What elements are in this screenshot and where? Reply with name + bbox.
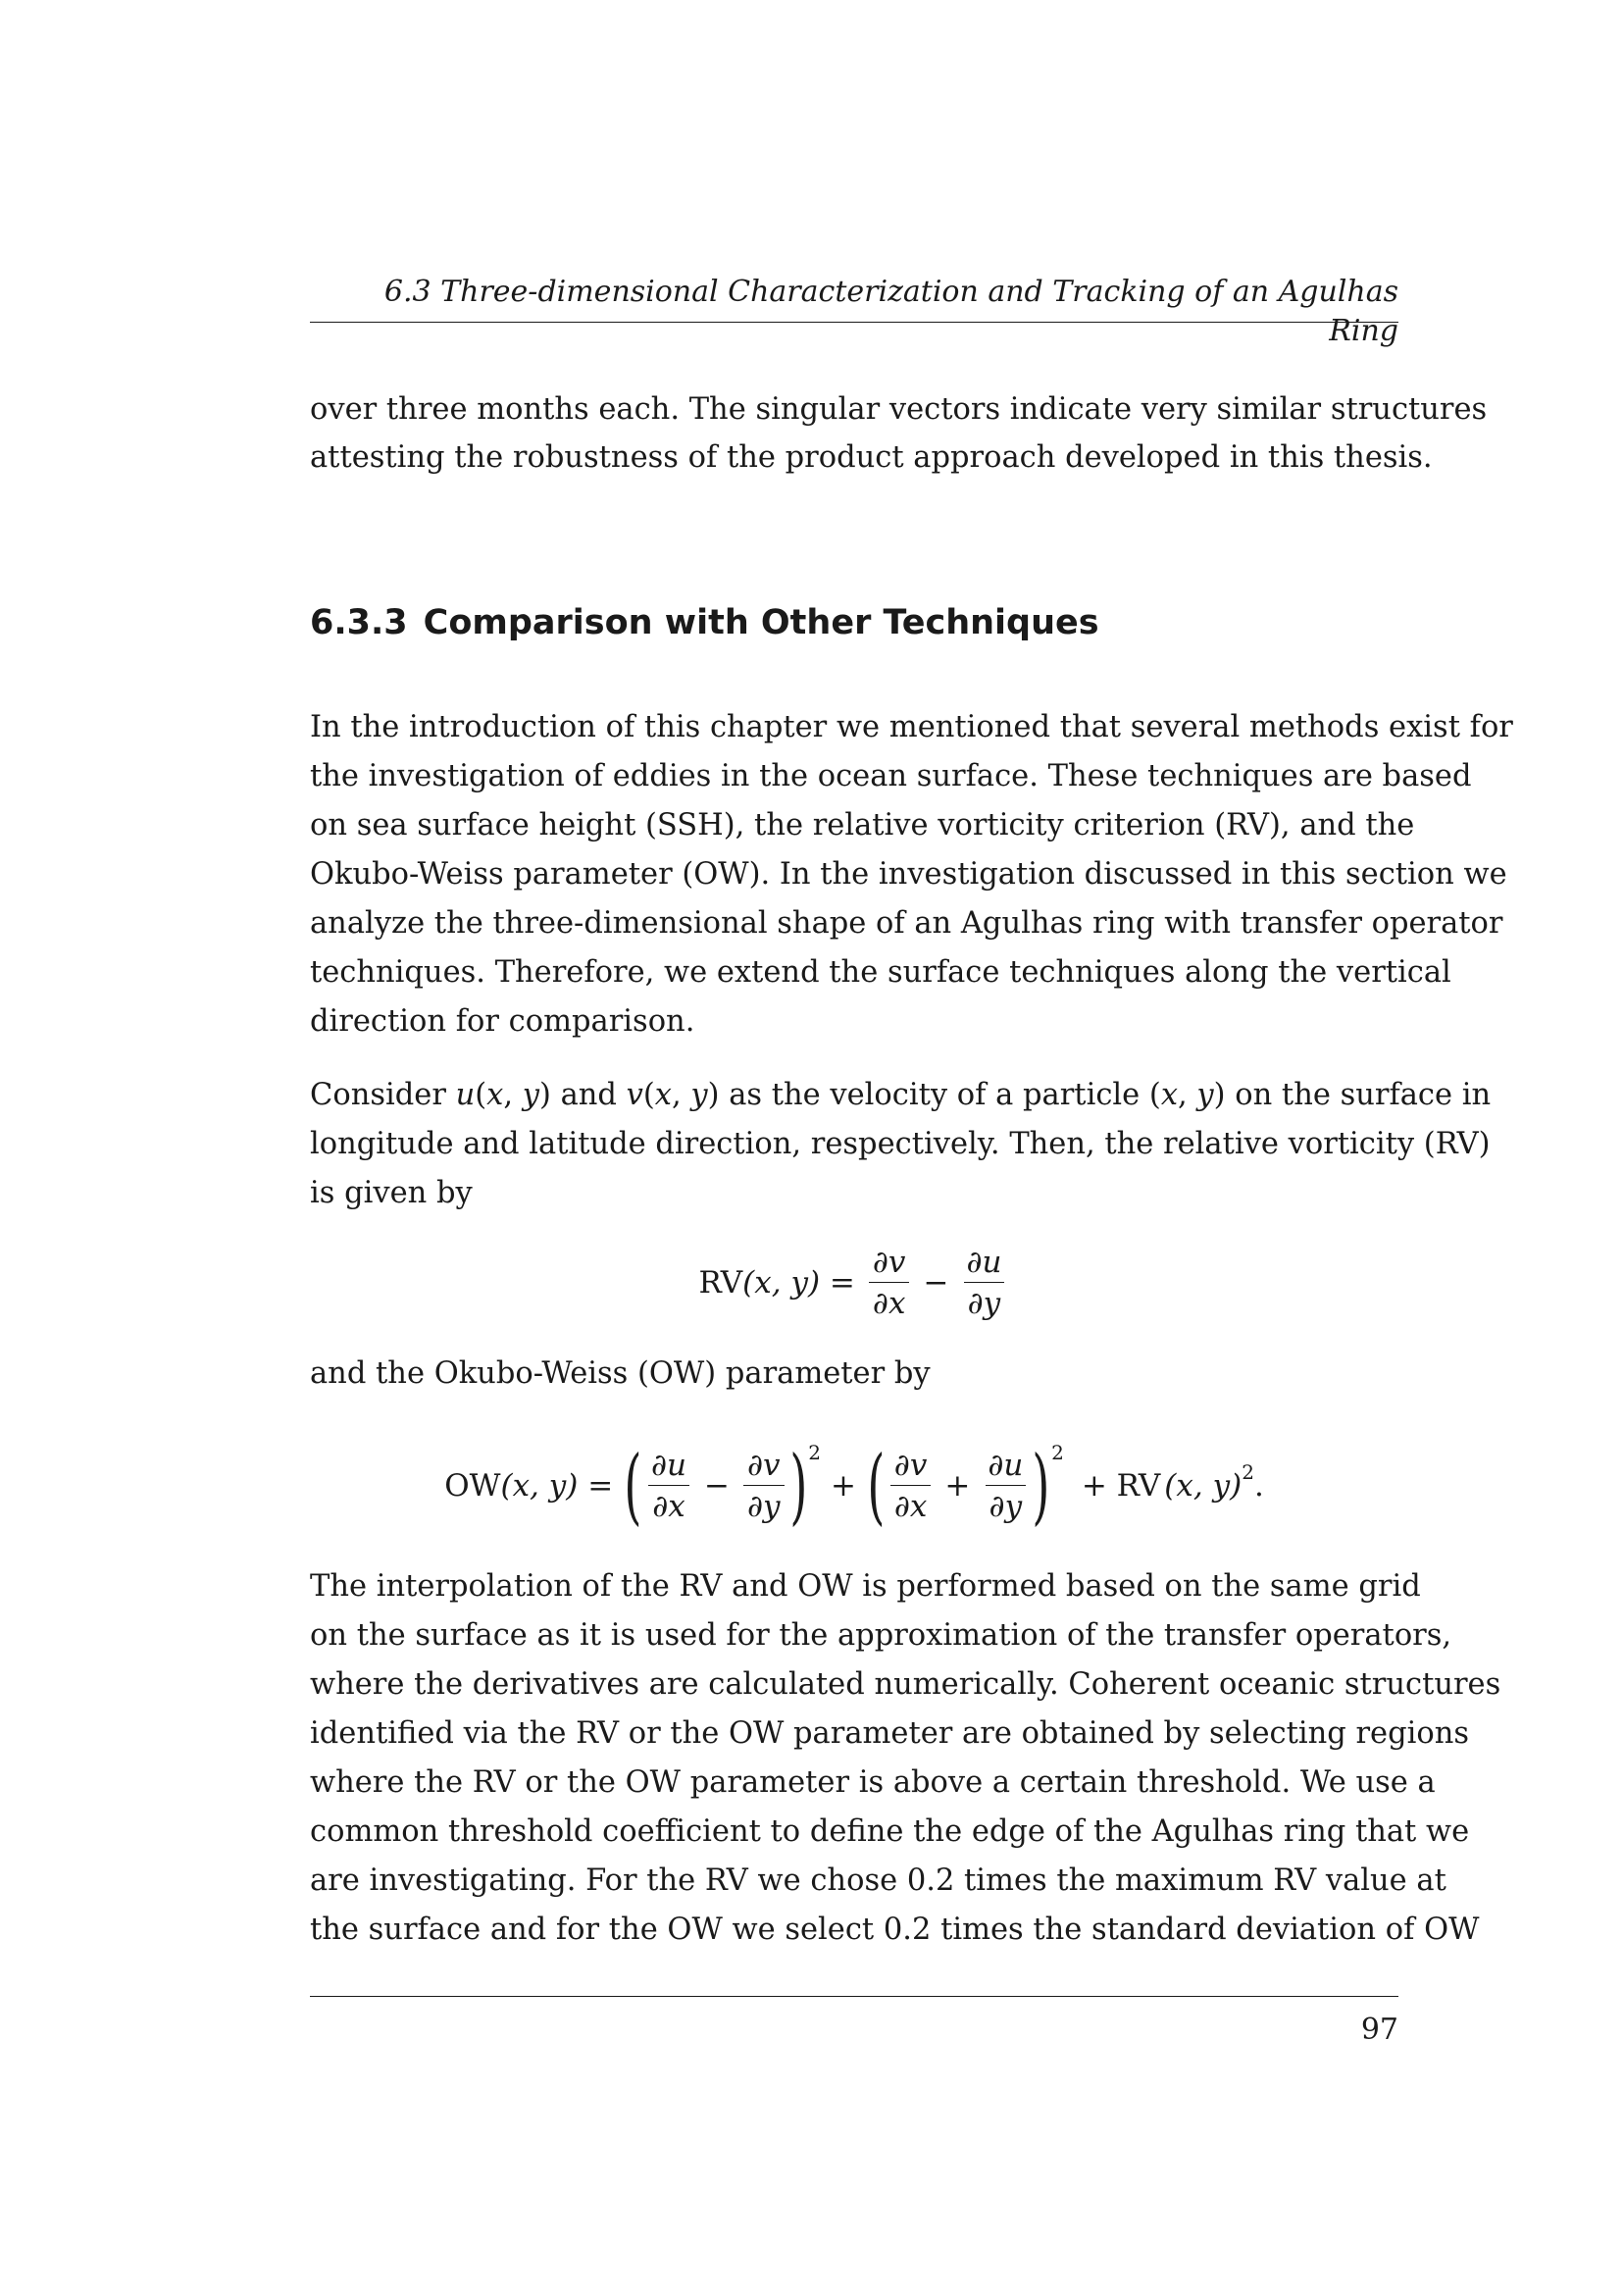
para1-line-5: analyze the three-dimensional shape of an Agulhas ring with transfer operator bbox=[310, 906, 1503, 941]
para1-line-3: on sea surface height (SSH), the relative vorticity criterion (RV), and the bbox=[310, 808, 1415, 842]
fraction-du-dx: $\frac{\partial u}{\partial x}$ bbox=[647, 1449, 690, 1523]
right-paren: ) bbox=[1032, 1438, 1050, 1534]
left-paren: ( bbox=[624, 1438, 642, 1534]
eq-ow-lhs: OW bbox=[444, 1468, 501, 1504]
left-paren: ( bbox=[867, 1438, 886, 1534]
para2-line-2: longitude and latitude direction, respectively. Then, the relative vorticity (RV) bbox=[310, 1127, 1491, 1161]
para3-line-5: where the RV or the OW parameter is above a certain threshold. We use a bbox=[310, 1765, 1436, 1800]
intro-line-1: over three months each. The singular vectors indicate very similar structures bbox=[310, 392, 1488, 427]
fraction-dv-dx: $\frac{\partial v}{\partial x}$ bbox=[890, 1449, 932, 1523]
rv-square: 2 bbox=[1242, 1460, 1254, 1484]
fraction-dv-dx: $\frac{\partial v}{\partial x}$ bbox=[869, 1246, 910, 1320]
equation-ow bbox=[310, 1432, 1398, 1540]
para3-line-1: The interpolation of the RV and OW is performed based on the same grid bbox=[310, 1569, 1421, 1604]
square-exponent: 2 bbox=[808, 1441, 822, 1464]
intro-line-2: attesting the robustness of the product approach developed in this thesis. bbox=[310, 440, 1433, 475]
header-rule bbox=[310, 322, 1398, 323]
right-paren: ) bbox=[788, 1438, 807, 1534]
section-title: Comparison with Other Techniques bbox=[423, 603, 1099, 642]
minus-sign: − bbox=[703, 1468, 730, 1504]
eq-rv-lhs: RV bbox=[698, 1265, 743, 1301]
para2-line-3: is given by bbox=[310, 1176, 473, 1210]
para3-line-2: on the surface as it is used for the approximation of the transfer operators, bbox=[310, 1618, 1452, 1653]
fraction-du-dy: $\frac{\partial u}{\partial y}$ bbox=[962, 1246, 1005, 1320]
para3-line-3: where the derivatives are calculated numerically. Coherent oceanic structures bbox=[310, 1667, 1501, 1702]
section-number: 6.3.3 bbox=[310, 603, 408, 642]
minus-sign: − bbox=[923, 1265, 949, 1301]
para1-line-7: direction for comparison. bbox=[310, 1004, 695, 1039]
equation-rv bbox=[310, 1234, 1398, 1332]
para3-line-4: identified via the RV or the OW parameter are obtained by selecting regions bbox=[310, 1716, 1470, 1751]
eq-rv-args: (x, y) = bbox=[742, 1265, 855, 1301]
square-exponent: 2 bbox=[1051, 1441, 1064, 1464]
plus-sign: + bbox=[831, 1468, 857, 1504]
fraction-du-dy: $\frac{\partial u}{\partial y}$ bbox=[984, 1449, 1027, 1523]
eq-ow-args: (x, y) = bbox=[500, 1468, 614, 1504]
equation-period: . bbox=[1253, 1468, 1264, 1504]
para2-line-1: Consider u(x, y) and v(x, y) as the velocity of a particle (x, y) on the surface in bbox=[310, 1078, 1492, 1112]
para1-line-6: techniques. Therefore, we extend the surface techniques along the vertical bbox=[310, 955, 1451, 990]
page-number: 97 bbox=[1360, 2013, 1398, 2047]
section-heading bbox=[310, 600, 1099, 645]
para3-line-7: are investigating. For the RV we chose 0.2 times the maximum RV value at bbox=[310, 1863, 1446, 1898]
para1-line-4: Okubo-Weiss parameter (OW). In the investigation discussed in this section we bbox=[310, 857, 1507, 892]
running-header: 6.3 Three-dimensional Characterization and Tracking of an Agulhas Ring bbox=[383, 275, 1398, 348]
rv-term: + RV bbox=[1081, 1468, 1161, 1504]
para1-line-1: In the introduction of this chapter we mentioned that several methods exist for bbox=[310, 710, 1513, 744]
para3-line-8: the surface and for the OW we select 0.2 times the standard deviation of OW bbox=[310, 1913, 1480, 1947]
para1-line-2: the investigation of eddies in the ocean surface. These techniques are based bbox=[310, 759, 1472, 793]
between-text: and the Okubo-Weiss (OW) parameter by bbox=[310, 1356, 931, 1391]
fraction-dv-dy: $\frac{\partial v}{\partial y}$ bbox=[743, 1449, 785, 1523]
rv-term-args: (x, y) bbox=[1164, 1468, 1243, 1504]
para3-line-6: common threshold coefficient to define the edge of the Agulhas ring that we bbox=[310, 1814, 1470, 1849]
plus-sign: + bbox=[944, 1468, 971, 1504]
footer-rule bbox=[310, 1996, 1398, 1997]
